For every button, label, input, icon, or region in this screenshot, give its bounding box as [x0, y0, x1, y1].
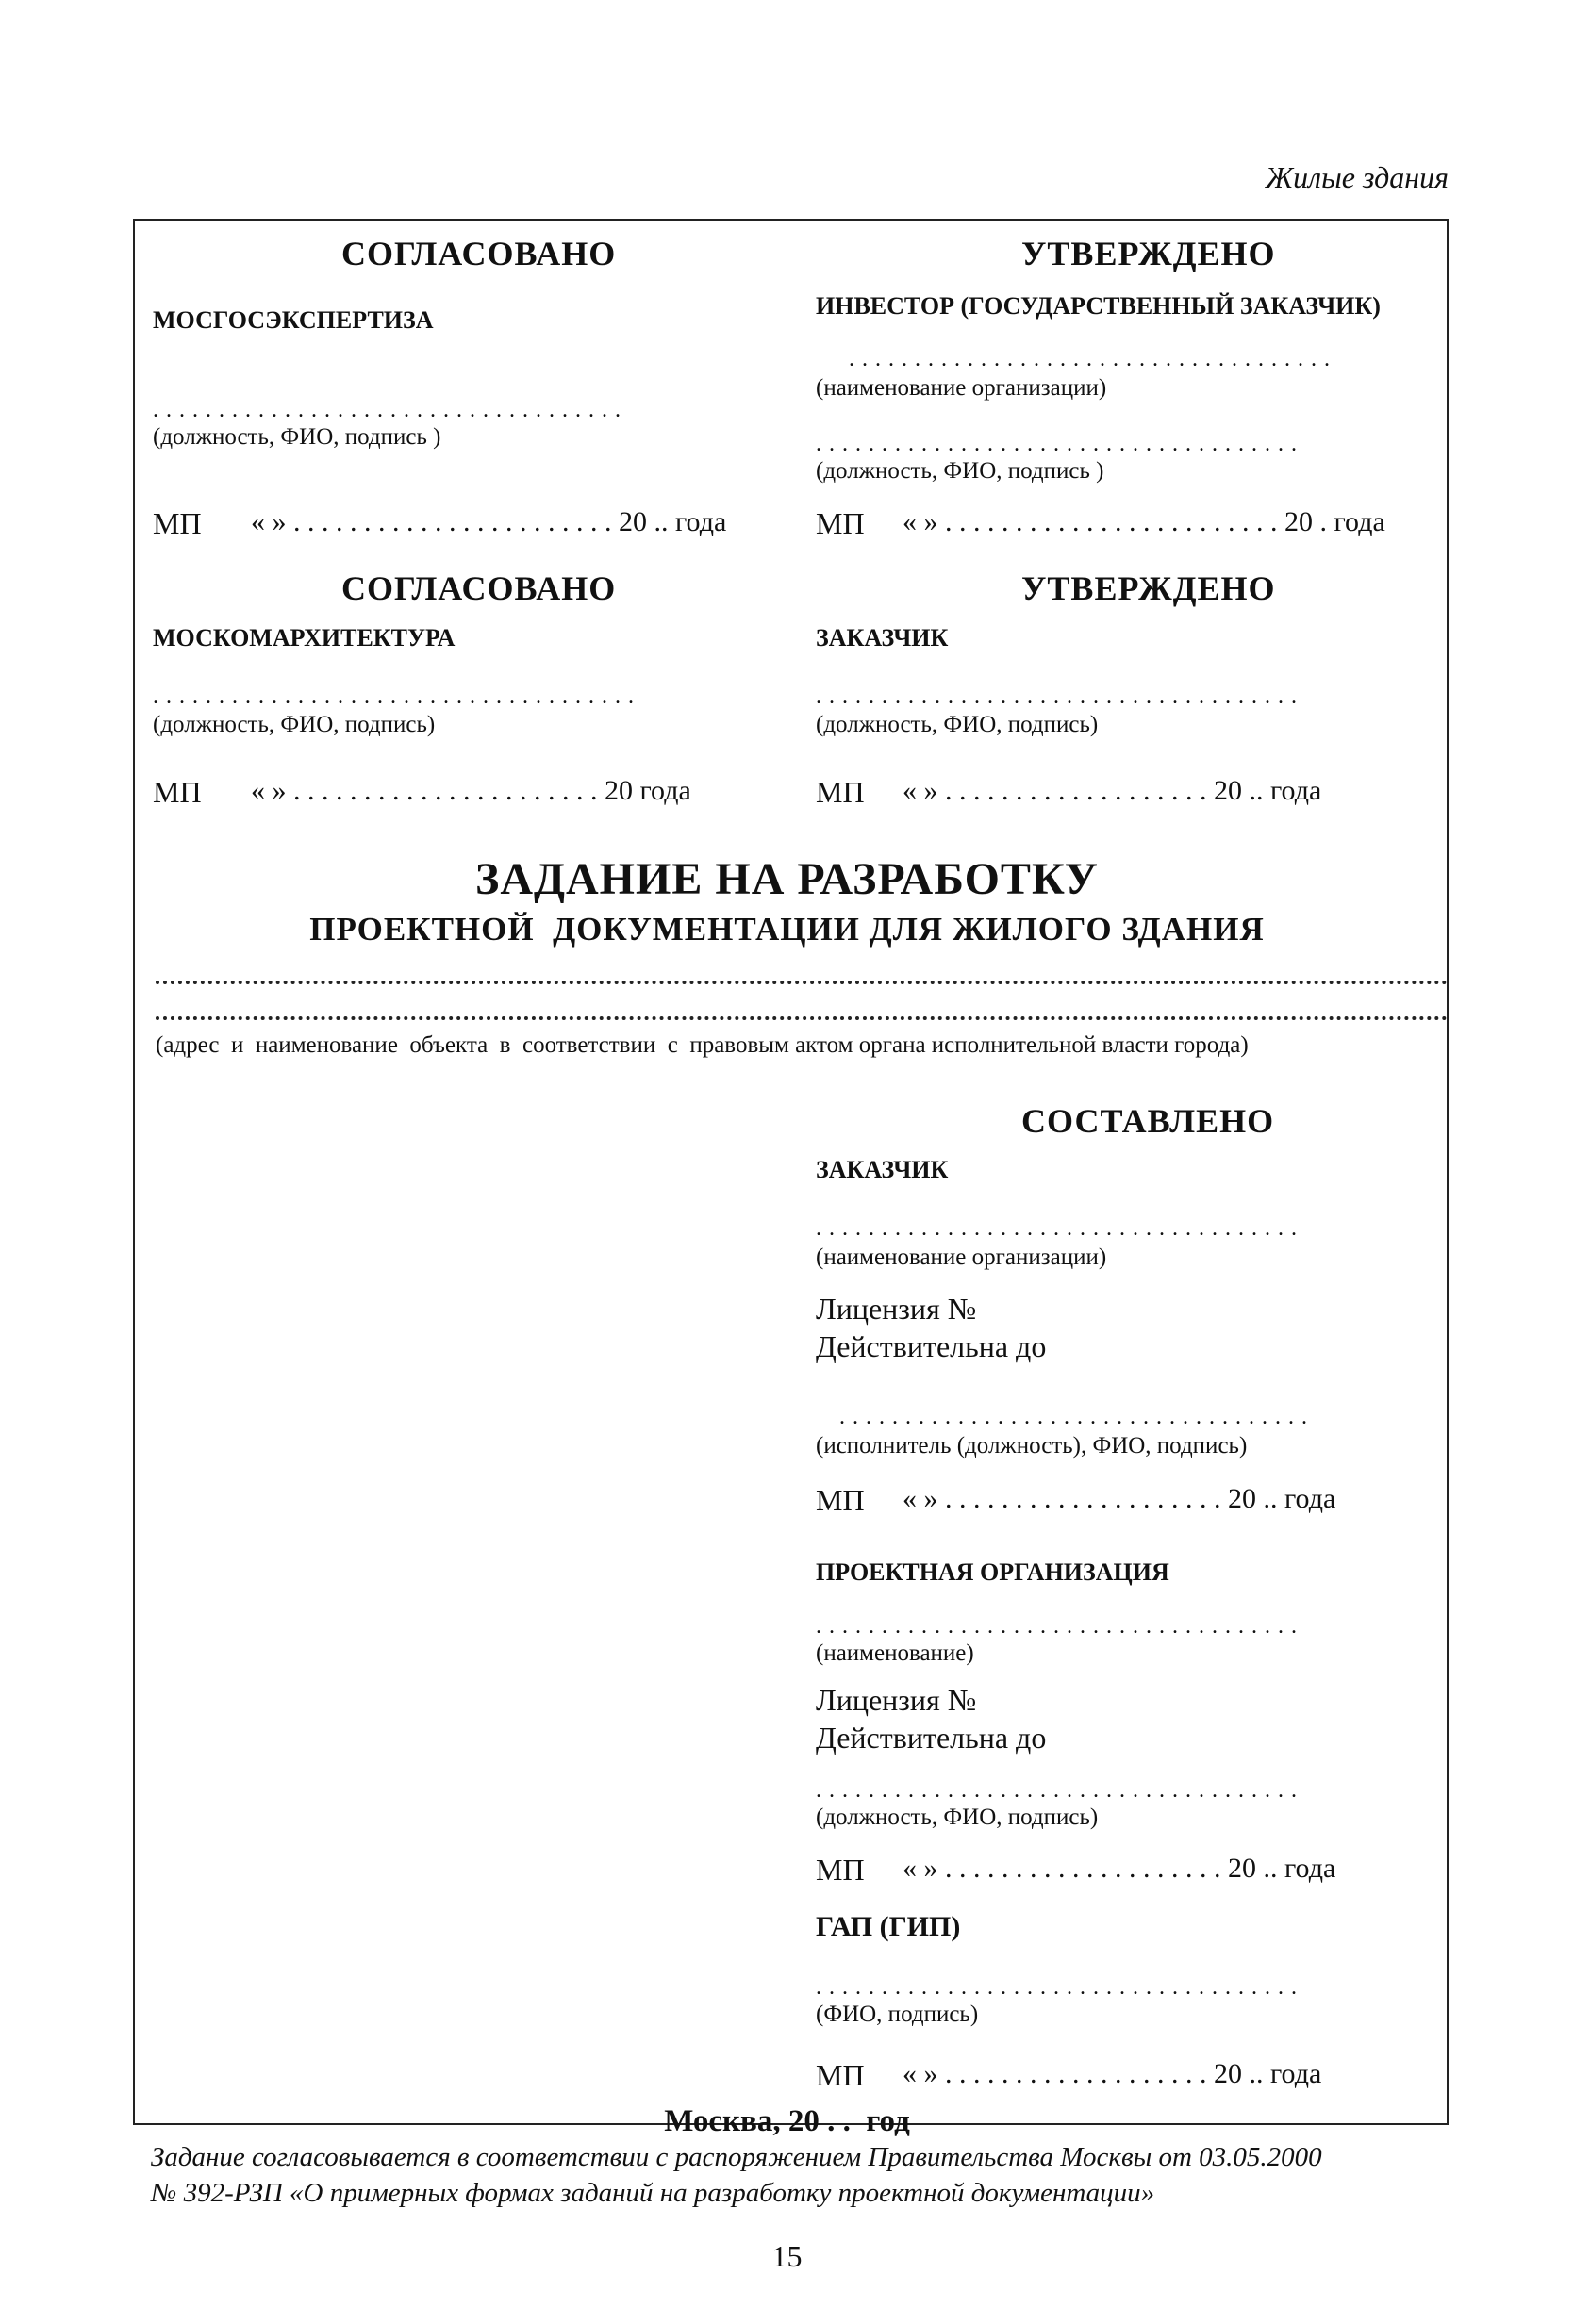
- city-year: Москва, 20 . . год: [664, 2104, 910, 2138]
- signature-caption: (должность, ФИО, подпись ): [816, 458, 1104, 484]
- organization-line[interactable]: . . . . . . . . . . . . . . . . . . . . . . . . . . . . . . . . . . . . .: [849, 347, 1331, 371]
- seal-label: МП: [816, 1483, 865, 1517]
- agreed-heading-2: СОГЛАСОВАНО: [341, 569, 617, 607]
- seal-label: МП: [816, 775, 865, 809]
- signature-line[interactable]: . . . . . . . . . . . . . . . . . . . . . . . . . . . . . . . . . . . . .: [816, 432, 1298, 456]
- signature-caption: (ФИО, подпись): [816, 2002, 979, 2027]
- approved-heading-1: УТВЕРЖДЕНО: [1021, 235, 1276, 272]
- agreed-org-2: МОСКОМАРХИТЕКТУРА: [153, 624, 456, 651]
- approved-heading-2: УТВЕРЖДЕНО: [1021, 569, 1276, 607]
- signature-line[interactable]: . . . . . . . . . . . . . . . . . . . . . . . . . . . . . . . . . . . .: [153, 398, 621, 422]
- date-line[interactable]: « » . . . . . . . . . . . . . . . . . . . . . . . . 20 . года: [903, 506, 1385, 537]
- date-line[interactable]: « » . . . . . . . . . . . . . . . . . . . . . . . 20 .. года: [251, 506, 727, 537]
- organization-caption: (наименование): [816, 1640, 974, 1666]
- seal-label: МП: [153, 775, 202, 809]
- document-subtitle: ПРОЕКТНОЙ ДОКУМЕНТАЦИИ ДЛЯ ЖИЛОГО ЗДАНИЯ: [309, 911, 1265, 948]
- signature-caption: (исполнитель (должность), ФИО, подпись): [816, 1433, 1248, 1459]
- compiled-heading: СОСТАВЛЕНО: [1021, 1102, 1275, 1140]
- organization-caption: (наименование организации): [816, 1244, 1107, 1270]
- signature-caption: (должность, ФИО, подпись): [153, 712, 436, 737]
- agreed-org-1: МОСГОСЭКСПЕРТИЗА: [153, 306, 434, 334]
- signature-line[interactable]: . . . . . . . . . . . . . . . . . . . . . . . . . . . . . . . . . . . . .: [816, 1975, 1298, 2000]
- signature-caption: (должность, ФИО, подпись): [816, 1805, 1099, 1830]
- signature-line[interactable]: . . . . . . . . . . . . . . . . . . . . . . . . . . . . . . . . . . . . .: [816, 684, 1298, 709]
- chief-architect-label: ГАП (ГИП): [816, 1911, 961, 1942]
- page-number: 15: [771, 2239, 803, 2273]
- date-line[interactable]: « » . . . . . . . . . . . . . . . . . . . . 20 .. года: [903, 1483, 1336, 1514]
- form-frame: [133, 219, 1449, 2125]
- signature-line[interactable]: . . . . . . . . . . . . . . . . . . . . . . . . . . . . . . . . . . . .: [839, 1405, 1308, 1429]
- date-line[interactable]: « » . . . . . . . . . . . . . . . . . . . 20 .. года: [903, 2058, 1322, 2089]
- organization-line[interactable]: . . . . . . . . . . . . . . . . . . . . . . . . . . . . . . . . . . . . .: [816, 1216, 1298, 1241]
- address-caption: (адрес и наименование объекта в соответствии с правовым актом органа исполнительной власти города): [156, 1032, 1249, 1058]
- organization-line[interactable]: . . . . . . . . . . . . . . . . . . . . . . . . . . . . . . . . . . . . .: [816, 1614, 1298, 1639]
- agreed-heading-1: СОГЛАСОВАНО: [341, 235, 617, 272]
- seal-label: МП: [816, 506, 865, 540]
- date-line[interactable]: « » . . . . . . . . . . . . . . . . . . . . 20 .. года: [903, 1853, 1336, 1884]
- approved-org-1: ИНВЕСТОР (ГОСУДАРСТВЕННЫЙ ЗАКАЗЧИК): [816, 292, 1381, 320]
- section-header: Жилые здания: [1265, 160, 1449, 194]
- signature-line[interactable]: . . . . . . . . . . . . . . . . . . . . . . . . . . . . . . . . . . . . .: [816, 1778, 1298, 1803]
- address-line[interactable]: [156, 981, 1448, 984]
- signature-caption: (должность, ФИО, подпись ): [153, 424, 441, 450]
- address-line[interactable]: [156, 1016, 1448, 1020]
- signature-caption: (должность, ФИО, подпись): [816, 712, 1099, 737]
- organization-caption: (наименование организации): [816, 375, 1107, 401]
- license-label: Лицензия №: [816, 1292, 977, 1326]
- seal-label: МП: [816, 2058, 865, 2092]
- valid-until-label: Действительна до: [816, 1721, 1047, 1755]
- license-label: Лицензия №: [816, 1683, 977, 1717]
- seal-label: МП: [816, 1853, 865, 1887]
- signature-line[interactable]: . . . . . . . . . . . . . . . . . . . . . . . . . . . . . . . . . . . . .: [153, 684, 635, 709]
- approval-note-line-2: № 392-РЗП «О примерных формах заданий на разработку проектной документации»: [151, 2178, 1155, 2208]
- valid-until-label: Действительна до: [816, 1329, 1047, 1363]
- document-title: ЗАДАНИЕ НА РАЗРАБОТКУ: [474, 854, 1100, 904]
- date-line[interactable]: « » . . . . . . . . . . . . . . . . . . . 20 .. года: [903, 775, 1322, 806]
- date-line[interactable]: « » . . . . . . . . . . . . . . . . . . . . . . 20 года: [251, 775, 691, 806]
- design-org-label: ПРОЕКТНАЯ ОРГАНИЗАЦИЯ: [816, 1558, 1169, 1586]
- approval-note-line-1: Задание согласовывается в соответствии с распоряжением Правительства Москвы от 03.05.2000: [151, 2142, 1322, 2172]
- customer-label: ЗАКАЗЧИК: [816, 1156, 949, 1183]
- seal-label: МП: [153, 506, 202, 540]
- approved-org-2: ЗАКАЗЧИК: [816, 624, 949, 651]
